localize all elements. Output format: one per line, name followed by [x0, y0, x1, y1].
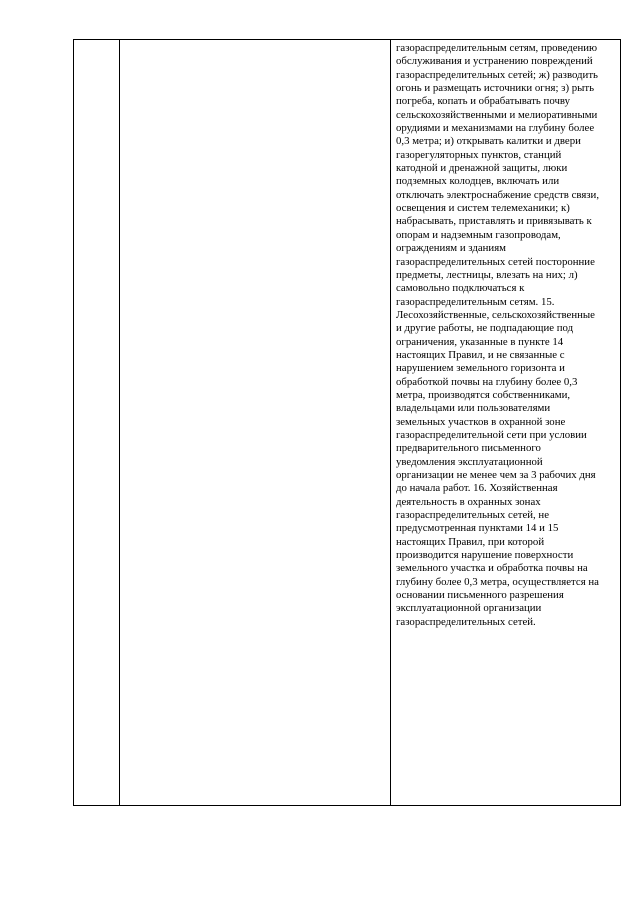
- text-line: газораспределительным сетям. 15.: [396, 295, 555, 308]
- column-divider: [390, 40, 391, 805]
- text-line: газораспределительных сетей посторонние: [396, 255, 595, 268]
- text-line: газорегуляторных пунктов, станций: [396, 148, 562, 161]
- text-line: настоящих Правил, при которой: [396, 535, 545, 548]
- text-line: предметы, лестницы, влезать на них; л): [396, 268, 578, 281]
- text-line: уведомления эксплуатационной: [396, 455, 543, 468]
- text-line: огонь и размещать источники огня; з) рыть: [396, 82, 595, 95]
- text-line: ограждениям и зданиям: [396, 242, 507, 255]
- column-divider: [119, 40, 120, 805]
- text-line: эксплуатационной организации: [396, 602, 542, 615]
- text-line: погреба, копать и обрабатывать почву: [396, 95, 571, 108]
- text-line: деятельность в охранных зонах: [396, 495, 541, 508]
- text-line: владельцами или пользователями: [396, 402, 551, 415]
- text-line: газораспределительной сети при условии: [396, 428, 587, 441]
- text-line: Лесохозяйственные, сельскохозяйственные: [396, 308, 595, 321]
- text-line: газораспределительных сетей; ж) разводить: [396, 68, 598, 81]
- text-line: подземных колодцев, включать или: [396, 175, 560, 188]
- text-line: ограничения, указанные в пункте 14: [396, 335, 564, 348]
- text-line: до начала работ. 16. Хозяйственная: [396, 482, 558, 495]
- text-line: набрасывать, приставлять и привязывать к: [396, 215, 592, 228]
- text-line: настоящих Правил, и не связанные с: [396, 348, 565, 361]
- text-line: основании письменного разрешения: [396, 589, 564, 602]
- text-line: газораспределительным сетям, проведению: [396, 42, 598, 54]
- text-line: метра, производятся собственниками,: [396, 388, 571, 401]
- text-line: сельскохозяйственными и мелиоративными: [396, 108, 598, 121]
- text-line: предусмотренная пунктами 14 и 15: [396, 522, 559, 535]
- text-line: самовольно подключаться к: [396, 282, 525, 295]
- document-table: [73, 39, 621, 806]
- text-line: катодной и дренажной защиты, люки: [396, 162, 568, 175]
- text-line: нарушением земельного горизонта и: [396, 362, 565, 375]
- text-line: обслуживания и устранению повреждений: [396, 55, 593, 68]
- text-line: газораспределительных сетей.: [396, 615, 536, 628]
- text-line: земельного участка и обработка почвы на: [396, 562, 588, 575]
- text-line: производится нарушение поверхности: [396, 549, 574, 562]
- table-cell-text: [396, 42, 618, 629]
- text-line: обработкой почвы на глубину более 0,3: [396, 375, 578, 388]
- text-line: организации не менее чем за 3 рабочих дня: [396, 469, 596, 481]
- text-line: опорам и надземным газопроводам,: [396, 228, 561, 241]
- text-line: 0,3 метра; и) открывать калитки и двери: [396, 135, 581, 148]
- text-line: земельных участков в охранной зоне: [396, 415, 566, 428]
- text-line: и другие работы, не подпадающие под: [396, 322, 574, 335]
- text-line: газораспределительных сетей, не: [396, 509, 550, 522]
- text-line: освещения и систем телемеханики; к): [396, 202, 570, 215]
- text-line: глубину более 0,3 метра, осуществляется на: [396, 575, 599, 588]
- text-line: предварительного письменного: [396, 442, 541, 455]
- text-line: отключать электроснабжение средств связи,: [396, 188, 600, 201]
- text-line: орудиями и механизмами на глубину более: [396, 122, 595, 135]
